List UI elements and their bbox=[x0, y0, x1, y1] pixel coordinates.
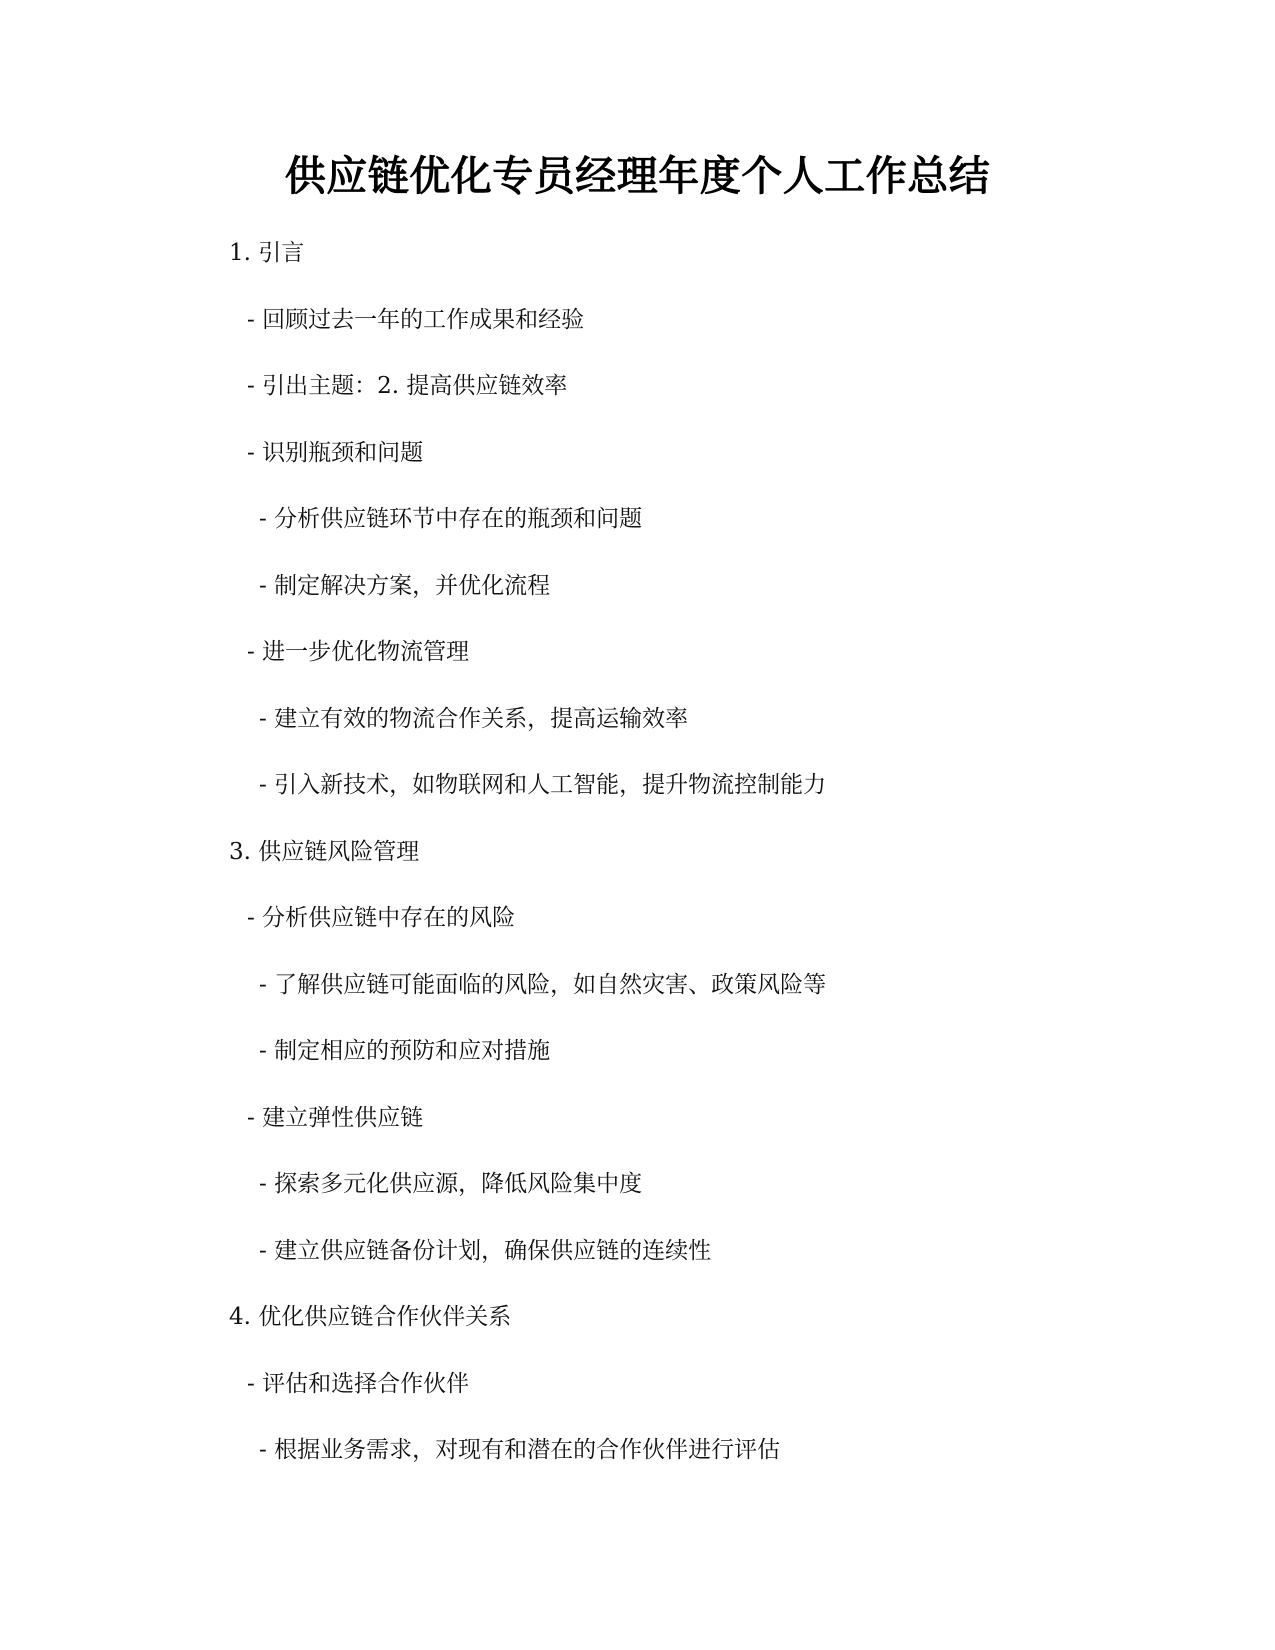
bullet-line: - 回顾过去一年的工作成果和经验 bbox=[247, 306, 585, 333]
bullet-line: - 引出主题：2. 提高供应链效率 bbox=[247, 373, 568, 399]
heading-line: 4. 优化供应链合作伙伴关系 bbox=[229, 1304, 512, 1330]
heading-line: 1. 引言 bbox=[229, 240, 305, 266]
sub-bullet-line: - 分析供应链环节中存在的瓶颈和问题 bbox=[259, 506, 643, 532]
sub-bullet-line: - 了解供应链可能面临的风险，如自然灾害、政策风险等 bbox=[259, 971, 827, 998]
sub-bullet-line: - 建立有效的物流合作关系，提高运输效率 bbox=[259, 705, 689, 732]
bullet-line: - 建立弹性供应链 bbox=[247, 1104, 424, 1131]
bullet-line: - 识别瓶颈和问题 bbox=[247, 439, 424, 466]
document-title: 供应链优化专员经理年度个人工作总结 bbox=[284, 152, 991, 200]
heading-line: 3. 供应链风险管理 bbox=[229, 838, 420, 865]
sub-bullet-line: - 探索多元化供应源，降低风险集中度 bbox=[259, 1171, 643, 1197]
bullet-line: - 分析供应链中存在的风险 bbox=[247, 905, 516, 931]
sub-bullet-line: - 制定解决方案，并优化流程 bbox=[259, 572, 551, 599]
sub-bullet-line: - 制定相应的预防和应对措施 bbox=[259, 1038, 551, 1064]
sub-bullet-line: - 根据业务需求，对现有和潜在的合作伙伴进行评估 bbox=[259, 1437, 781, 1463]
sub-bullet-line: - 建立供应链备份计划，确保供应链的连续性 bbox=[259, 1237, 712, 1264]
document-body bbox=[0, 236, 1275, 1500]
bullet-line: - 进一步优化物流管理 bbox=[247, 639, 470, 665]
sub-bullet-line: - 引入新技术，如物联网和人工智能，提升物流控制能力 bbox=[259, 772, 827, 798]
bullet-line: - 评估和选择合作伙伴 bbox=[247, 1370, 470, 1397]
